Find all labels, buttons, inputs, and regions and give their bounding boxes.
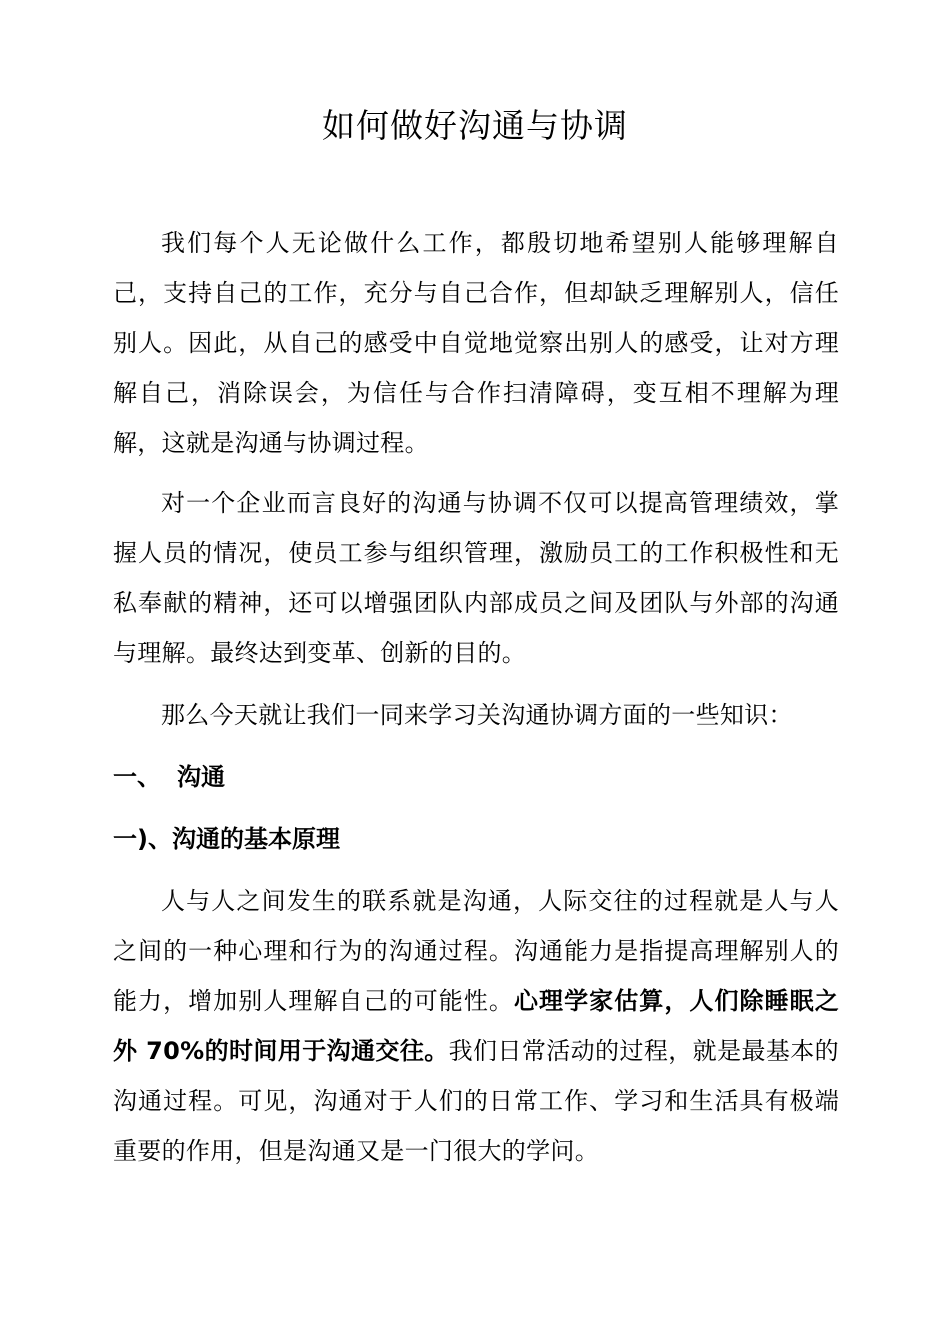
paragraph-principles	[113, 876, 839, 1176]
section-heading-communication	[113, 752, 839, 802]
section-label: 沟通	[177, 763, 225, 791]
document-title: 如何做好沟通与协调	[322, 106, 628, 145]
subsection-heading-principles: 一)、沟通的基本原理	[113, 825, 340, 853]
section-number: 一、	[113, 763, 161, 791]
paragraph-intro: 我们每个人无论做什么工作，都殷切地希望别人能够理解自己，支持自己的工作，充分与自己合作，但却缺乏理解别人，信任别人。因此，从自己的感受中自觉地觉察出别人的感受，让对方理解自己，消除误会，为信任与合作扫清障碍，变互相不理解为理解，这就是沟通与协调过程。	[113, 229, 839, 457]
paragraph-enterprise: 对一个企业而言良好的沟通与协调不仅可以提高管理绩效，掌握人员的情况，使员工参与组织管理，激励员工的工作积极性和无私奉献的精神，还可以增强团队内部成员之间及团队与外部的沟通与理解。最终达到变革、创新的目的。	[113, 489, 839, 667]
paragraph-principles-end: 我们日常活动的过程，就是最基本的沟通过程。可见，沟通对于人们的日常工作、学习和生活具有极端重要的作用，但是沟通又是一门很大的学问。	[113, 1037, 839, 1165]
paragraph-lead-in: 那么今天就让我们一同来学习关沟通协调方面的一些知识：	[161, 701, 793, 729]
paragraph-principles-start: 人与人之间发生的联系就是沟通，人际交往的过程就是人与人之间的一种心理和行为的沟通过程。沟通能力是指提高理解别人的能力，增加别人理解自己的可能性。	[113, 887, 839, 1015]
paragraph-principles-emphasis: 心理学家估算，人们除睡眠之外 70%的时间用于沟通交往。	[113, 987, 839, 1065]
